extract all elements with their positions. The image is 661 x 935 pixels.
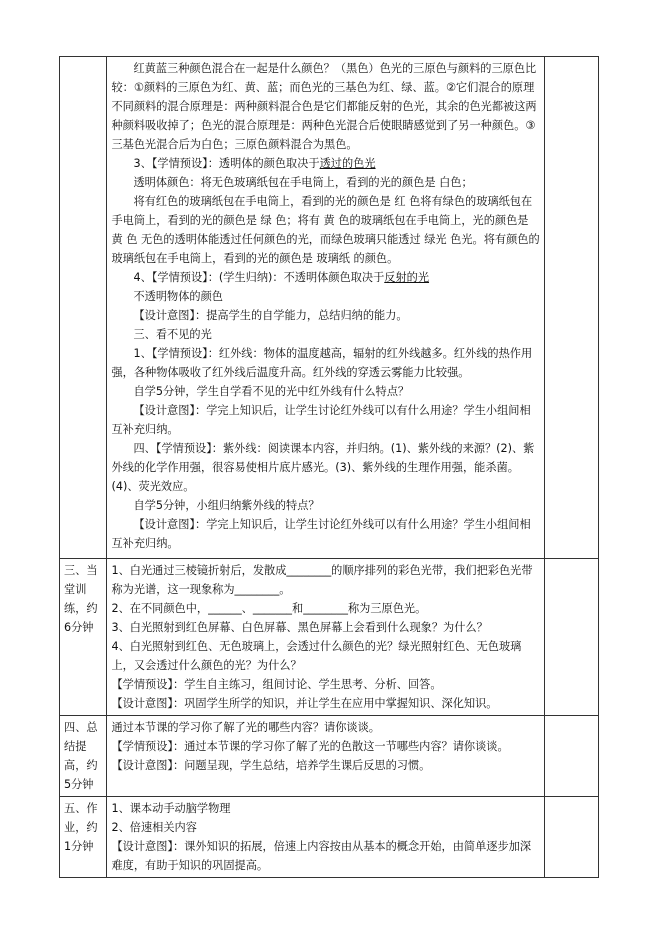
content-cell bbox=[107, 559, 545, 716]
paragraph: 1、白光通过三棱镜折射后，发散成________的顺序排列的彩色光带，我们把彩色光带称为光谱，这一现象称为________。 bbox=[111, 564, 533, 596]
content-cell bbox=[107, 797, 545, 878]
notes-cell bbox=[545, 559, 599, 716]
paragraph: 【设计意图】：问题呈现，学生总结，培养学生课后反思的习惯。 bbox=[111, 759, 431, 772]
paragraph: 红黄蓝三种颜色混合在一起是什么颜色？（黑色）色光的三原色与颜料的三原色比较：①颜料的三原色为红、黄、蓝；而色光的三基色为红、绿、蓝。②它们混合的原理不同颜料的混合原理是：两种颜料混合色是它们都能反射的色光，其余的色光都被这两种颜料吸收掉了；色光的混合原理是：两种色光混合后使眼睛感觉到了另一种颜色。③三基色光混合后为白色；三原色颜料混合为黑色。 bbox=[111, 62, 537, 151]
table-row bbox=[60, 559, 599, 716]
table-row bbox=[60, 57, 599, 559]
paragraph: 1、【学情预设】：红外线：物体的温度越高，辐射的红外线越多。红外线的热作用强，各种物体吸收了红外线后温度升高。红外线的穿透云雾能力比较强。 bbox=[111, 347, 533, 379]
paragraph: 4、白光照射到红色、无色玻璃上，会透过什么颜色的光？绿光照射红色、无色玻璃上，又会透过什么颜色的光？为什么？ bbox=[111, 640, 522, 672]
notes-cell bbox=[545, 716, 599, 797]
paragraph: 1、课本动手动脑学物理 bbox=[111, 802, 231, 815]
paragraph: 【学情预设】：学生自主练习，组间讨论、学生思考、分析、回答。 bbox=[111, 678, 442, 691]
paragraph: 不透明物体的颜色 bbox=[133, 290, 223, 303]
content-cell bbox=[107, 57, 545, 559]
notes-cell bbox=[545, 797, 599, 878]
paragraph: 2、在不同颜色中，______、_______和________称为三原色光。 bbox=[111, 602, 427, 615]
paragraph: 自学5分钟，学生自学看不见的光中红外线有什么特点？ bbox=[133, 385, 410, 398]
paragraph: 【学情预设】：通过本节课的学习你了解了光的色散这一节哪些内容？请你谈谈。 bbox=[111, 740, 509, 753]
paragraph: 通过本节课的学习你了解了光的哪些内容？请你谈谈。 bbox=[111, 721, 380, 734]
section-cell bbox=[60, 57, 107, 559]
paragraph: 将有红色的玻璃纸包在手电筒上，看到的光的颜色是 红 色将有绿色的玻璃纸包在手电筒上，看到的光的颜色是 绿 色；将有 黄 色的玻璃纸包在手电筒上，光的颜色是 黄 色 无色的透明体能透过任何颜色的光，而绿色玻璃只能透过 绿光 色光。将有颜色的玻璃纸包在手电筒上，看到的光的颜色是 玻璃纸 的颜色。 bbox=[111, 195, 540, 265]
paragraph: 3、【学情预设】：透明体的颜色取决于透过的色光 bbox=[133, 157, 376, 170]
paragraph: 3、白光照射到红色屏幕、白色屏幕、黑色屏幕上会看到什么现象？为什么？ bbox=[111, 621, 488, 634]
section-cell: 五、作业，约1分钟 bbox=[60, 797, 107, 878]
paragraph: 【设计意图】：巩固学生所学的知识，并让学生在应用中掌握知识、深化知识。 bbox=[111, 697, 498, 710]
section-cell: 四、总结提高，约5分钟 bbox=[60, 716, 107, 797]
content-cell bbox=[107, 716, 545, 797]
paragraph: 【设计意图】：学完上知识后，让学生讨论红外线可以有什么用途？学生小组间相互补充归纳。 bbox=[111, 518, 531, 550]
table-row bbox=[60, 716, 599, 797]
paragraph: 【设计意图】：学完上知识后，让学生讨论红外线可以有什么用途？学生小组间相互补充归纳。 bbox=[111, 404, 531, 436]
lesson-table bbox=[59, 56, 599, 878]
paragraph: 4、【学情预设】：(学生归纳)：不透明体颜色取决于反射的光 bbox=[133, 271, 430, 284]
paragraph: 2、倍速相关内容 bbox=[111, 821, 197, 834]
table-row bbox=[60, 797, 599, 878]
paragraph: 自学5分钟，小组归纳紫外线的特点？ bbox=[133, 499, 320, 512]
paragraph: 【设计意图】：提高学生的自学能力，总结归纳的能力。 bbox=[133, 309, 408, 322]
paragraph: 四、【学情预设】：紫外线：阅读课本内容，并归纳。(1)、紫外线的来源？(2)、紫外线的化学作用强，很容易使相片底片感光。(3)、紫外线的生理作用强，能杀菌。(4)、荧光效应。 bbox=[111, 442, 535, 493]
paragraph: 三、看不见的光 bbox=[133, 328, 212, 341]
paragraph: 【设计意图】：课外知识的拓展，倍速上内容按由从基本的概念开始，由简单逐步加深难度，有助于知识的巩固提高。 bbox=[111, 840, 532, 872]
notes-cell bbox=[545, 57, 599, 559]
paragraph: 透明体颜色：将无色玻璃纸包在手电筒上，看到的光的颜色是 白色； bbox=[133, 176, 473, 189]
section-cell: 三、当堂训练，约6分钟 bbox=[60, 559, 107, 716]
